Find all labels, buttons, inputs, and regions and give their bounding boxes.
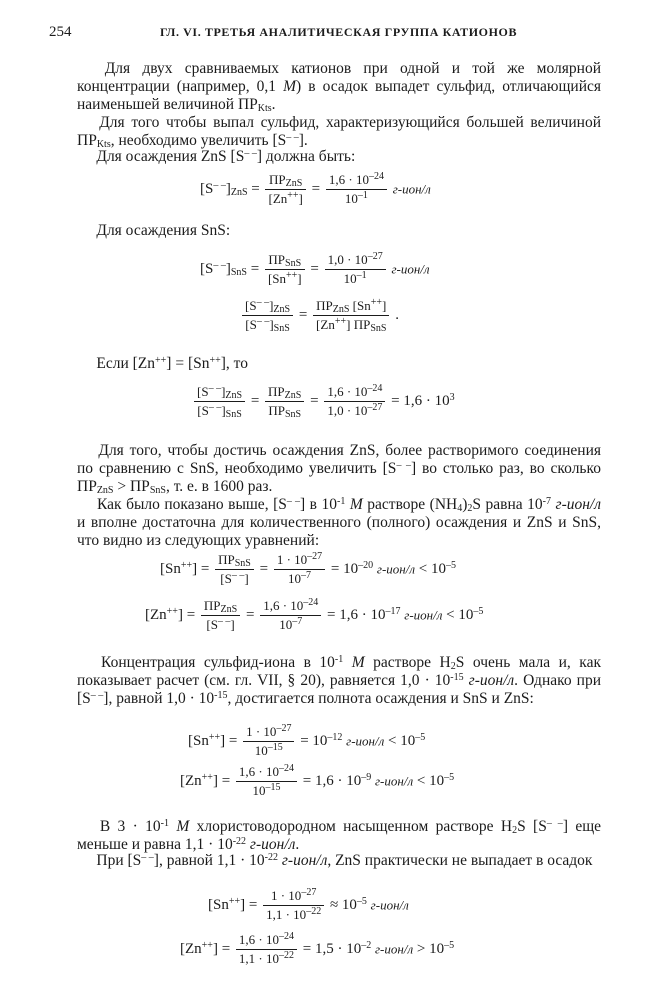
page-number: 254: [49, 24, 72, 40]
paragraph-10: При [S– –], равной $1,1 \cdot 10^{-22}$ г-ион/л, ZnS практически не выпадает в осадок: [96, 852, 593, 869]
paragraph-1: Для двух сравниваемых катионов при одной и той же молярной концентрации (например, 0,1 M) в осадок выпадет сульфид, отличающийся наименьшей величиной $ПР_{Kts}$.: [77, 60, 601, 114]
equation-8: [Zn++] = $\frac{1,6 \cdot 10^{-24}}{10^{-15}}$ = $1,6 \cdot 10^{-9}$ $г-ион/л < 10^{-5}$: [180, 763, 455, 798]
paragraph-4: Для осаждения SnS:: [96, 222, 231, 239]
paragraph-5: Если [Zn++] = [Sn++], то: [96, 355, 248, 372]
equation-7: [Sn++] = $\frac{1 \cdot 10^{-27}}{10^{-15}}$ = $10^{-12}$ $г-ион/л < 10^{-5}$: [188, 723, 426, 758]
running-title: ГЛ. VI. ТРЕТЬЯ АНАЛИТИЧЕСКАЯ ГРУППА КАТИОНОВ: [160, 25, 518, 39]
equation-4: $\frac{[S^{- -}]_{ZnS}}{[S^{- -}]_{SnS}}$ = $\frac{ПР_{ZnS}}{ПР_{SnS}}$ = $\frac{1,6 \cdot 10^{-24}}{1,0 \cdot 10^{-27}}$ = $1,6 \cdot 10^3$: [192, 384, 455, 419]
equation-1: $[S^{- -}]_{ZnS}$ = $\frac{ПР_{ZnS}}{[Zn^{++}]}$ = $\frac{1,6 \cdot 10^{-24}}{10^{-1}}$ г-ион/л: [200, 171, 431, 206]
paragraph-3: Для осаждения ZnS [S– –] должна быть:: [96, 148, 356, 165]
paragraph-8: Концентрация сульфид-иона в $10^{-1}$ M растворе $H_2S$ очень мала и, как показывает расчет (см. гл. VII, § 20), равняется $1,0 \cdot 10^{-15}$ г-ион/л. Однако при [S– –], равной $1,0 \cdot 10^{-15}$, достигается полнота осаждения и SnS и ZnS:: [77, 654, 602, 707]
equation-5: [Sn++] = $\frac{ПР_{SnS}}{[S^{- -}]}$ = $\frac{1 \cdot 10^{-27}}{10^{-7}}$ = $10^{-20}$ $г-ион/л < 10^{-5}$: [160, 551, 456, 586]
equation-6: [Zn++] = $\frac{ПР_{ZnS}}{[S^{- -}]}$ = $\frac{1,6 \cdot 10^{-24}}{10^{-7}}$ = $1,6 \cdot 10^{-17}$ $г-ион/л < 10^{-5}$: [145, 597, 484, 632]
equation-3: $\frac{[S^{- -}]_{ZnS}}{[S^{- -}]_{SnS}}$ = $\frac{ПР_{ZnS} [Sn^{++}]}{[Zn^{++}] ПР_{SnS}}$ .: [240, 298, 399, 333]
equation-9: [Sn++] = $\frac{1 \cdot 10^{-27}}{1,1 \cdot 10^{-22}}$ ≈ $10^{-5}$ г-ион/л: [208, 887, 409, 922]
equation-2: $[S^{- -}]_{SnS}$ = $\frac{ПР_{SnS}}{[Sn^{++}]}$ = $\frac{1,0 \cdot 10^{-27}}{10^{-1}}$ г-ион/л: [200, 251, 430, 286]
paragraph-6: Для того, чтобы достичь осаждения ZnS, более растворимого соединения по сравнению с SnS, необходимо увеличить [S– –] во столько раз, во сколько $ПР_{ZnS} > ПР_{SnS}$, т. е. в 1600 раз.: [77, 442, 601, 496]
paragraph-2: Для того чтобы выпал сульфид, характеризующийся большей величиной $ПР_{Kts}$, необходимо увеличить [S– –].: [77, 114, 602, 150]
paragraph-9: В $3 \cdot 10^{-1}$ M хлористоводородном насыщенном растворе $H_2S$ [S– –] еще меньше и равна $1,1 \cdot 10^{-22}$ г-ион/л.: [77, 818, 602, 853]
paragraph-7: Как было показано выше, [S– –] в $10^{-1}$ M растворе $(NH_4)_2S$ равна $10^{-7}$ г-ион/л и вполне достаточна для количественного (полного) осаждения и ZnS и SnS, что видно из следующих уравнений:: [77, 496, 601, 549]
equation-10: [Zn++] = $\frac{1,6 \cdot 10^{-24}}{1,1 \cdot 10^{-22}}$ = $1,5 \cdot 10^{-2}$ $г-ион/л > 10^{-5}$: [180, 931, 455, 966]
